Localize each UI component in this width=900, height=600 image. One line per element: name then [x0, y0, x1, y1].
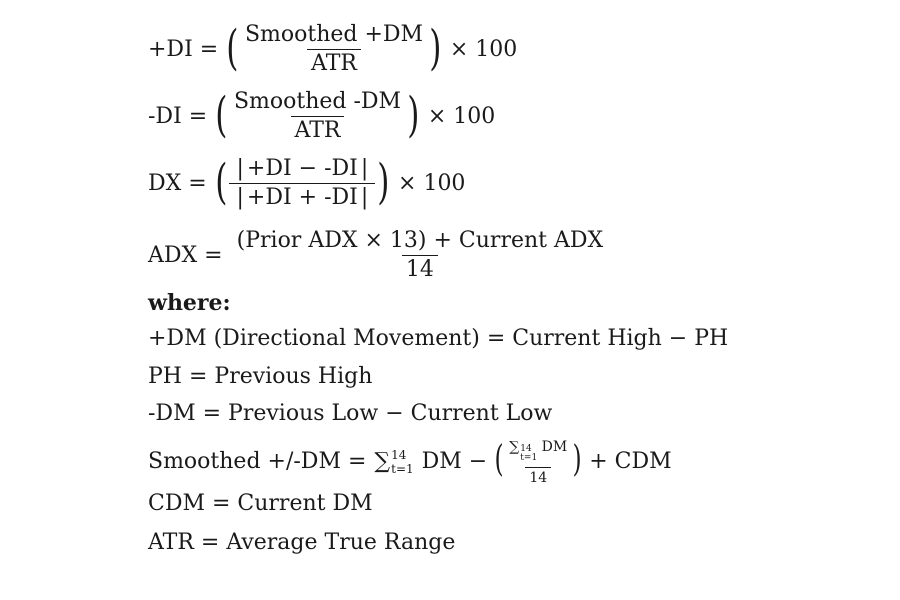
- plus-di-multiplier: × 100: [449, 36, 518, 62]
- left-paren: (: [215, 153, 228, 210]
- right-paren: ): [377, 153, 390, 210]
- plus-dm-definition: +DM (Directional Movement) = Current High − PH: [148, 326, 729, 351]
- plus-di-formula: [148, 19, 518, 76]
- dx-fraction: [229, 158, 375, 209]
- where-label: where:: [148, 290, 231, 316]
- right-paren: ): [407, 86, 420, 143]
- smoothed-term: DM −: [421, 449, 488, 475]
- smoothed-inner-fraction: [505, 440, 571, 485]
- inner-denominator: 14: [525, 467, 551, 485]
- dx-multiplier: × 100: [398, 170, 466, 196]
- plus-di-numerator: Smoothed +DM: [244, 22, 424, 47]
- ph-definition: PH = Previous High: [148, 364, 373, 389]
- left-paren: (: [226, 19, 239, 76]
- adx-numerator: (Prior ADX × 13) + Current ADX: [236, 228, 604, 253]
- smoothed-dm-definition: [148, 440, 672, 485]
- minus-di-numerator: Smoothed -DM: [233, 89, 402, 114]
- cdm-definition: CDM = Current DM: [148, 491, 373, 516]
- sigma-symbol: ∑: [374, 449, 391, 475]
- smoothed-lhs: Smoothed +/-DM =: [148, 449, 367, 475]
- dx-numerator: | +DI − -DI |: [236, 156, 369, 181]
- adx-fraction: [233, 230, 608, 281]
- inner-numerator: ∑ 14 t=1 DM: [509, 439, 568, 464]
- right-paren: ): [572, 439, 582, 481]
- left-paren: (: [215, 86, 228, 143]
- dx-lhs: DX =: [148, 170, 207, 196]
- minus-di-fraction: [230, 91, 405, 142]
- smoothed-tail: + CDM: [589, 449, 672, 475]
- plus-di-denominator: ATR: [307, 49, 361, 75]
- sum-limits: [391, 449, 414, 476]
- adx-formula: [148, 230, 609, 281]
- right-paren: ): [429, 19, 442, 76]
- plus-di-fraction: [241, 24, 427, 75]
- plus-di-lhs: +DI =: [148, 36, 219, 62]
- sum-upper: 14: [391, 447, 407, 462]
- minus-di-denominator: ATR: [291, 116, 345, 142]
- minus-di-multiplier: × 100: [427, 103, 496, 129]
- sum-lower: t=1: [391, 462, 414, 477]
- adx-lhs: ADX =: [148, 242, 223, 268]
- adx-denominator: 14: [402, 255, 438, 281]
- left-paren: (: [494, 439, 504, 481]
- minus-di-lhs: -DI =: [148, 103, 208, 129]
- minus-dm-definition: -DM = Previous Low − Current Low: [148, 401, 553, 426]
- dx-formula: [148, 153, 466, 210]
- minus-di-formula: [148, 86, 496, 143]
- atr-definition: ATR = Average True Range: [148, 530, 456, 555]
- dx-denominator: | +DI + -DI |: [229, 183, 375, 209]
